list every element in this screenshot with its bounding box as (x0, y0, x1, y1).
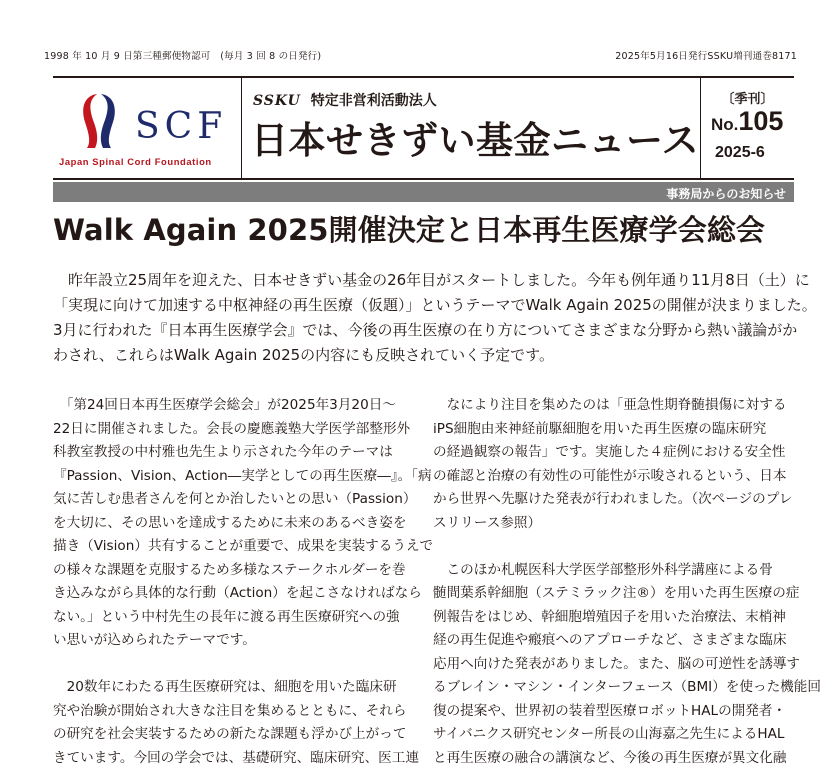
paragraph-gap (433, 535, 798, 559)
issue-date: 2025-6 (715, 144, 765, 162)
body-line: 髄間葉系幹細胞（ステミラック注®）を用いた再生医療の症 (433, 582, 798, 606)
body-line: 22日に開催されました。会長の慶應義塾大学医学部整形外 (53, 418, 413, 442)
body-line: き込みながら具体的な行動（Action）を起こさなければなら (53, 582, 413, 606)
body-column-right (433, 394, 798, 770)
newsletter-title: 日本せきずい基金ニュース (251, 110, 699, 164)
notice-label: 事務局からのお知らせ (666, 185, 786, 202)
body-line: から世界へ先駆けた発表が行われました。（次ページのプレ (433, 488, 798, 512)
issue-number (711, 106, 783, 137)
logo-text: SCF (135, 106, 227, 147)
title-area (241, 78, 701, 178)
body-line: 気に苦しむ患者さんを何とか治したいとの思い（Passion） (53, 488, 413, 512)
body-line: このほか札幌医科大学医学部整形外科学講座による骨 (433, 559, 798, 583)
scf-logo-icon (61, 90, 133, 150)
body-line: 例報告をはじめ、幹細胞増殖因子を用いた治療法、末梢神 (433, 606, 798, 630)
body-line: スリリース参照） (433, 512, 798, 536)
article-headline: Walk Again 2025開催決定と日本再生医療学会総会 (53, 208, 765, 249)
body-line: と再生医療の融合の講演など、今後の再生医療が異文化融 (433, 747, 798, 770)
body-line: の様々な課題を克服するため多様なステークホルダーを巻 (53, 559, 413, 583)
body-line: サイバニクス研究センター所長の山海嘉之先生によるHAL (433, 723, 798, 747)
organization-line (253, 90, 437, 110)
ssku-label: SSKU (253, 93, 301, 109)
body-line: 応用へ向けた発表がありました。また、脳の可逆性を誘導す (433, 653, 798, 677)
issue-box (700, 78, 794, 178)
postal-notice: 1998 年 10 月 9 日第三種郵便物認可 (毎月 3 回 8 の日発行) (44, 48, 321, 62)
issue-number-value: 105 (738, 106, 783, 136)
body-line: きています。今回の学会では、基礎研究、臨床研究、医工連 (53, 747, 413, 770)
body-line: るブレイン・マシン・インターフェース（BMI）を使った機能回 (433, 676, 798, 700)
logo (53, 78, 242, 178)
paragraph-gap (53, 653, 413, 677)
body-line: の確認と治療の有効性の可能性が示唆されるという、日本 (433, 465, 798, 489)
issue-kind: 〔季刊〕 (701, 88, 794, 107)
issue-number-prefix: No. (711, 115, 738, 134)
body-line: iPS細胞由来神経前駆細胞を用いた再生医療の臨床研究 (433, 418, 798, 442)
body-line: 究や治験が開始され大きな注目を集めるとともに、それら (53, 700, 413, 724)
lead-line: 3月に行われた『日本再生医療学会』では、今後の再生医療の在り方についてさまざまな分野から熱い議論がか (53, 318, 794, 343)
lead-line: 「実現に向けて加速する中枢神経の再生医療（仮題）」というテーマでWalk Again 2025の開催が決まりました。 (53, 293, 794, 318)
body-line: 復の提案や、世界初の装着型医療ロボットHALの開発者・ (433, 700, 798, 724)
issue-publication-info: 2025年5月16日発行SSKU増刊通巻8171 (615, 48, 797, 62)
body-line: い思いが込められたテーマです。 (53, 629, 413, 653)
body-line: を大切に、その思いを達成するために未来のあるべき姿を (53, 512, 413, 536)
masthead (53, 76, 794, 180)
body-line: 「第24回日本再生医療学会総会」が2025年3月20日～ (53, 394, 413, 418)
body-line: 『Passion、Vision、Action―実学としての再生医療―』。「病 (53, 465, 413, 489)
body-line: ない。」という中村先生の長年に渡る再生医療研究への強 (53, 606, 413, 630)
body-line: の研究を社会実装するための新たな課題も浮かび上がって (53, 723, 413, 747)
body-line: 経の再生促進や瘢痕へのアプローチなど、さまざまな臨床 (433, 629, 798, 653)
body-line: の経過観察の報告」です。実施した４症例における安全性 (433, 441, 798, 465)
lead-line: 昨年設立25周年を迎えた、日本せきずい基金の26年目がスタートしました。今年も例年通り11月8日（土）に (53, 268, 794, 293)
lead-paragraph (53, 268, 794, 368)
lead-line: わされ、これらはWalk Again 2025の内容にも反映されていく予定です。 (53, 343, 794, 368)
logo-subtitle: Japan Spinal Cord Foundation (59, 156, 212, 167)
body-column-left (53, 394, 413, 770)
body-line: 描き（Vision）共有することが重要で、成果を実装するうえで (53, 535, 413, 559)
organization-type: 特定非営利活動法人 (311, 93, 437, 109)
body-line: なにより注目を集めたのは「亜急性期脊髄損傷に対する (433, 394, 798, 418)
notice-bar (53, 182, 794, 202)
body-line: 科教室教授の中村雅也先生より示された今年のテーマは (53, 441, 413, 465)
body-line: 20数年にわたる再生医療研究は、細胞を用いた臨床研 (53, 676, 413, 700)
